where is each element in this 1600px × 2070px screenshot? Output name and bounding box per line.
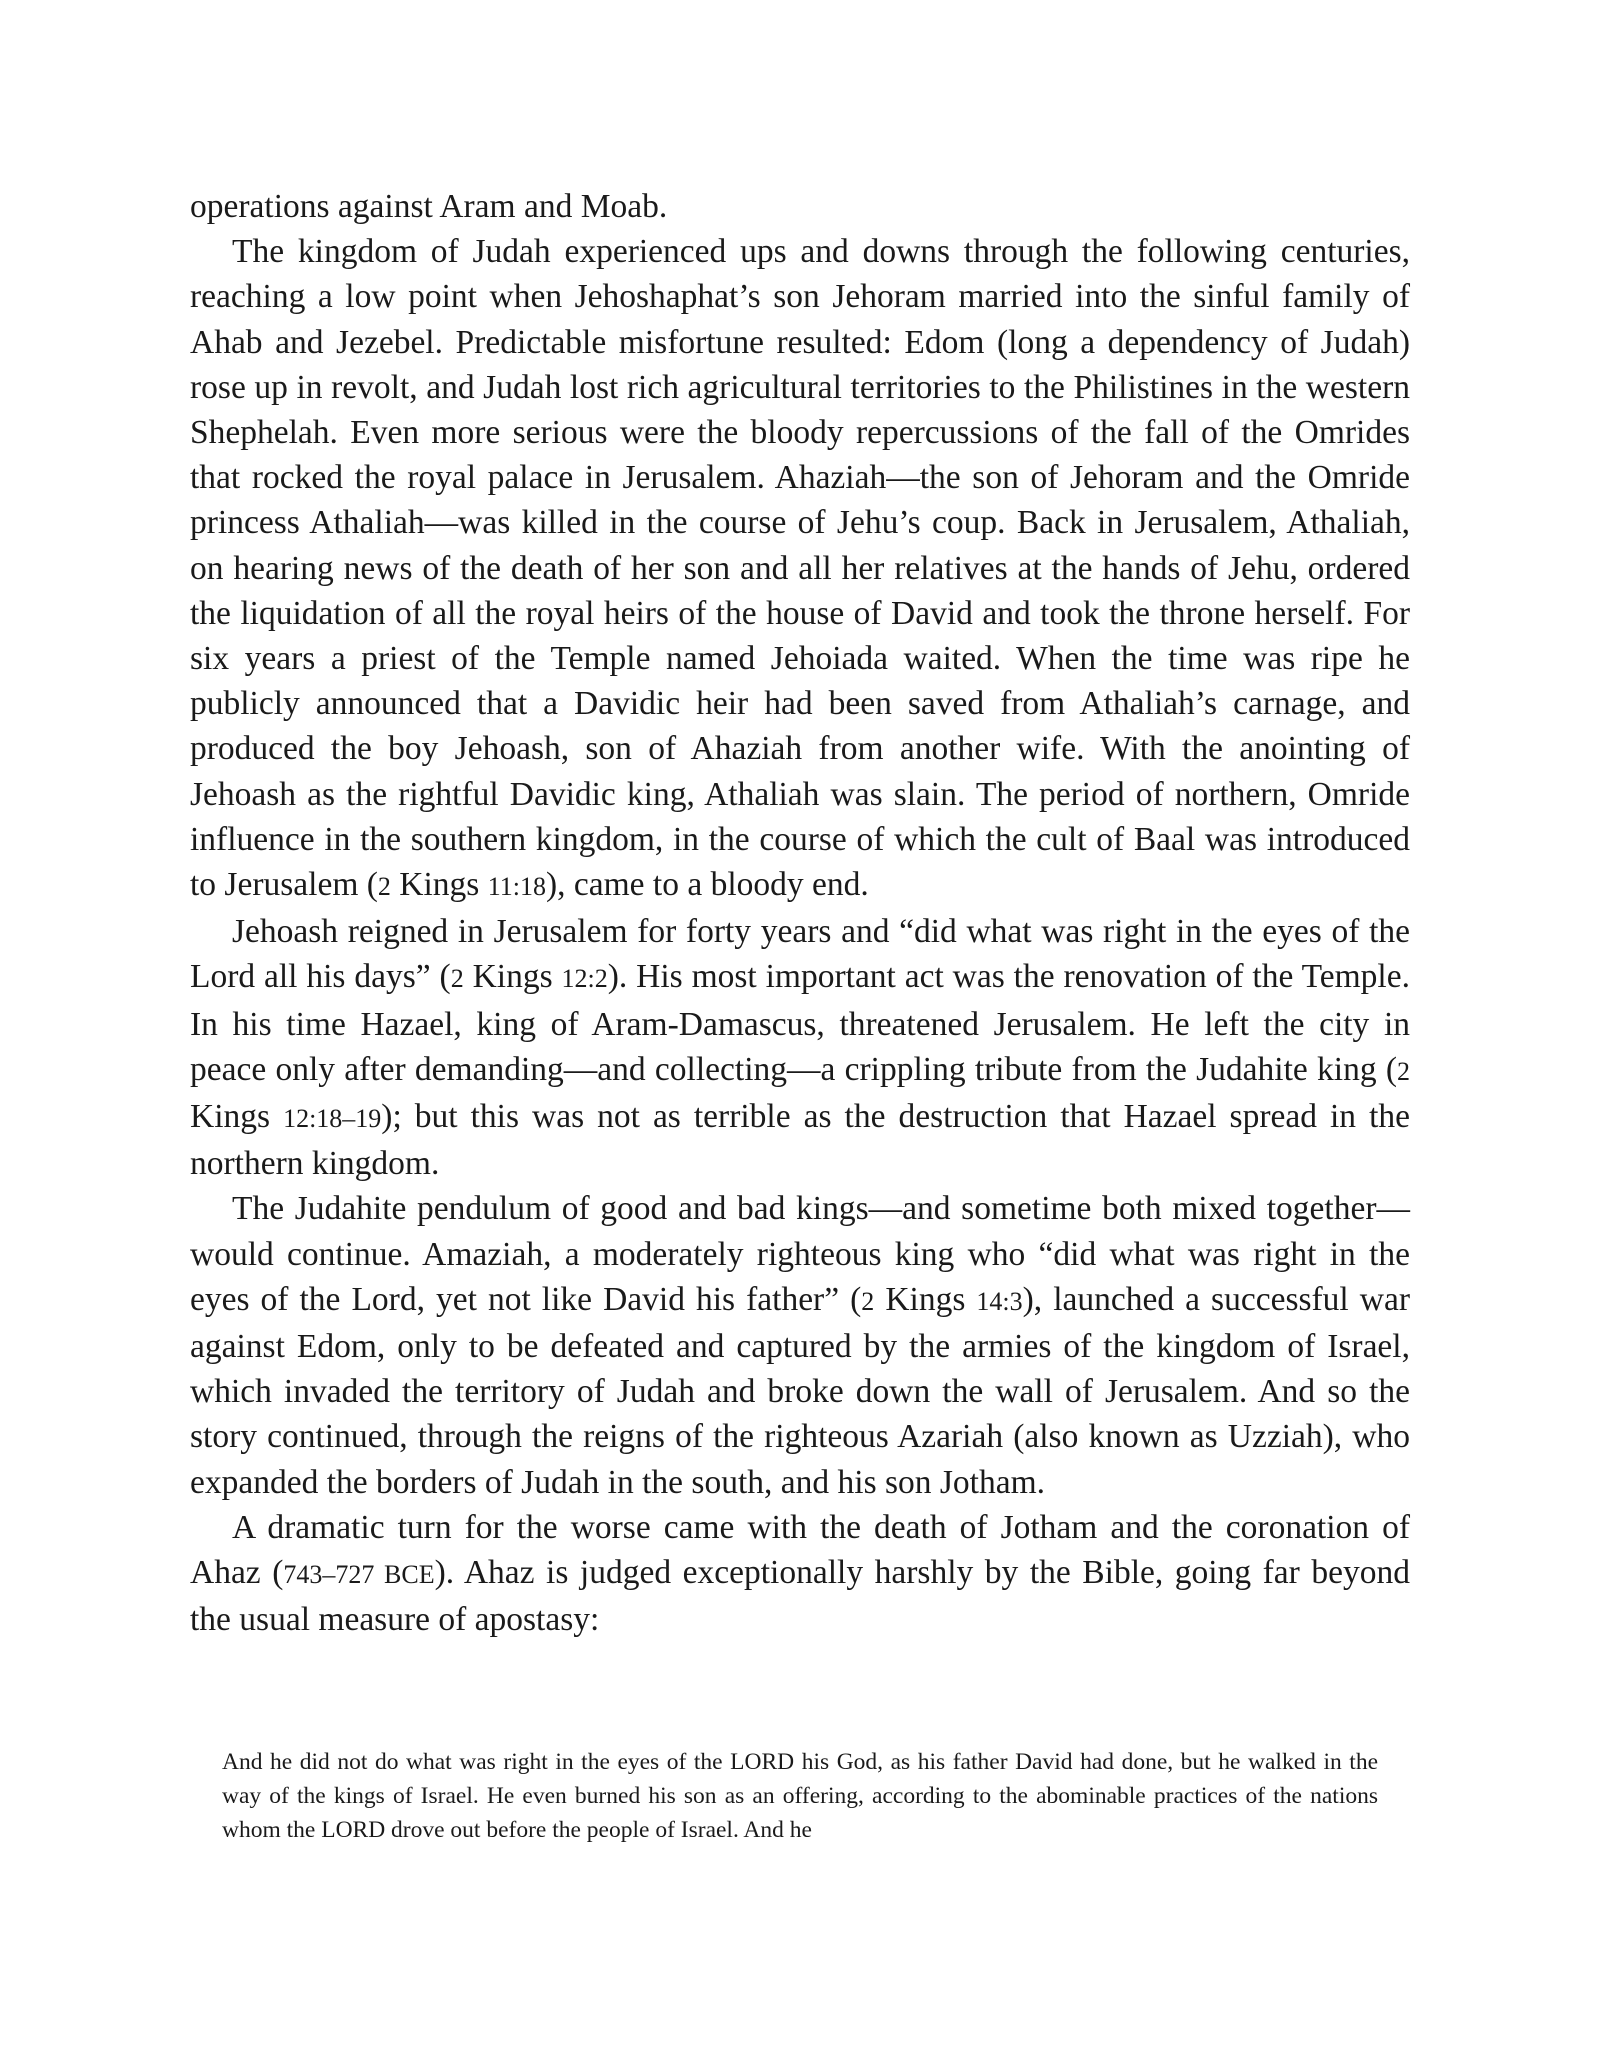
body-text (190, 184, 1410, 1643)
paragraph-text: ). Ahaz is judged exceptionally harshly by the Bible, going far beyond the usual measure of apostasy: (190, 1554, 1410, 1639)
paragraph (190, 909, 1410, 1186)
citation-reference: 11:18 (487, 872, 546, 902)
paragraph-text: Kings (390, 866, 488, 904)
paragraph-text: ), launched a successful war against Edom, only to be defeated and captured by the armies of the kingdom of Israel, which invaded the territory of Judah and broke down the wall of Jerusalem. And so the story continued, through the reigns of the righteous Azariah (also known as Uzziah), who expanded the borders of Judah in the south, and his son Jotham. (190, 1280, 1410, 1501)
paragraph-text: ); but this was not as terrible as the destruction that Hazael spread in the northern kingdom. (190, 1098, 1410, 1183)
paragraph-text: ). His most important act was the renovation of the Temple. In his time Hazael, king of Aram-Damascus, threatened Jerusalem. He left the city in peace only after demanding—and collecting—a crippling tribute from the Judahite king ( (190, 958, 1410, 1088)
citation-reference: 12:18–19 (283, 1104, 382, 1134)
citation-reference: 14:3 (976, 1286, 1023, 1316)
paragraph-text: Kings (874, 1280, 977, 1318)
paragraph-text: operations against Aram and Moab. (190, 188, 668, 225)
paragraph (190, 184, 1410, 229)
citation-number: 2 (1397, 1056, 1410, 1086)
paragraph-text: ), came to a bloody end. (545, 866, 869, 904)
block-quote: And he did not do what was right in the eyes of the LORD his God, as his father David had done, but he walked in the way of the kings of Israel. He even burned his son as an offering, according to the abominable practices of the nations whom the LORD drove out before the people of Israel. And he (222, 1749, 1378, 1843)
paragraph-text: Kings (190, 1098, 284, 1136)
citation-number: 2 (450, 964, 464, 994)
paragraph-text: Jehoash reigned in Jerusalem for forty years and “did what was right in the eyes of the Lord all his days” ( (190, 913, 1410, 996)
paragraph-text: A dramatic turn for the worse came with the death of Jotham and the coronation of Ahaz ( (190, 1508, 1410, 1592)
paragraph-text: The Judahite pendulum of good and bad kings—and sometime both mixed together—would continue. Amaziah, a moderately righteous king who “did what was right in the eyes of the Lord, yet not like David his father” ( (190, 1190, 1410, 1318)
paragraph-text: Kings (463, 958, 562, 996)
paragraph (190, 1186, 1410, 1504)
citation-reference: 12:2 (561, 964, 608, 994)
paragraph (190, 1505, 1410, 1643)
citation-number: 2 (377, 872, 391, 902)
date-range: 743–727 BCE (283, 1560, 435, 1590)
citation-number: 2 (861, 1286, 875, 1316)
paragraph (190, 229, 1410, 909)
paragraph-text: The kingdom of Judah experienced ups and downs through the following centuries, reaching a low point when Jehoshaphat’s son Jehoram married into the sinful family of Ahab and Jezebel. Predictable misfortune resulted: Edom (long a dependency of Judah) rose up in revolt, and Judah lost rich agricultural territories to the Philistines in the western Shephelah. Even more serious were the bloody repercussions of the fall of the Omrides that rocked the royal palace in Jerusalem. Ahaziah—the son of Jehoram and the Omride princess Athaliah—was killed in the course of Jehu’s coup. Back in Jerusalem, Athaliah, on hearing news of the death of her son and all her relatives at the hands of Jehu, ordered the liquidation of all the royal heirs of the house of David and took the throne herself. For six years a priest of the Temple named Jehoiada waited. When the time was ripe he publicly announced that a Davidic heir had been saved from Athaliah’s carnage, and produced the boy Jehoash, son of Ahaziah from another wife. With the anointing of Jehoash as the rightful Davidic king, Athaliah was slain. The period of northern, Omride influence in the southern kingdom, in the course of which the cult of Baal was introduced to Jerusalem ( (190, 233, 1410, 904)
